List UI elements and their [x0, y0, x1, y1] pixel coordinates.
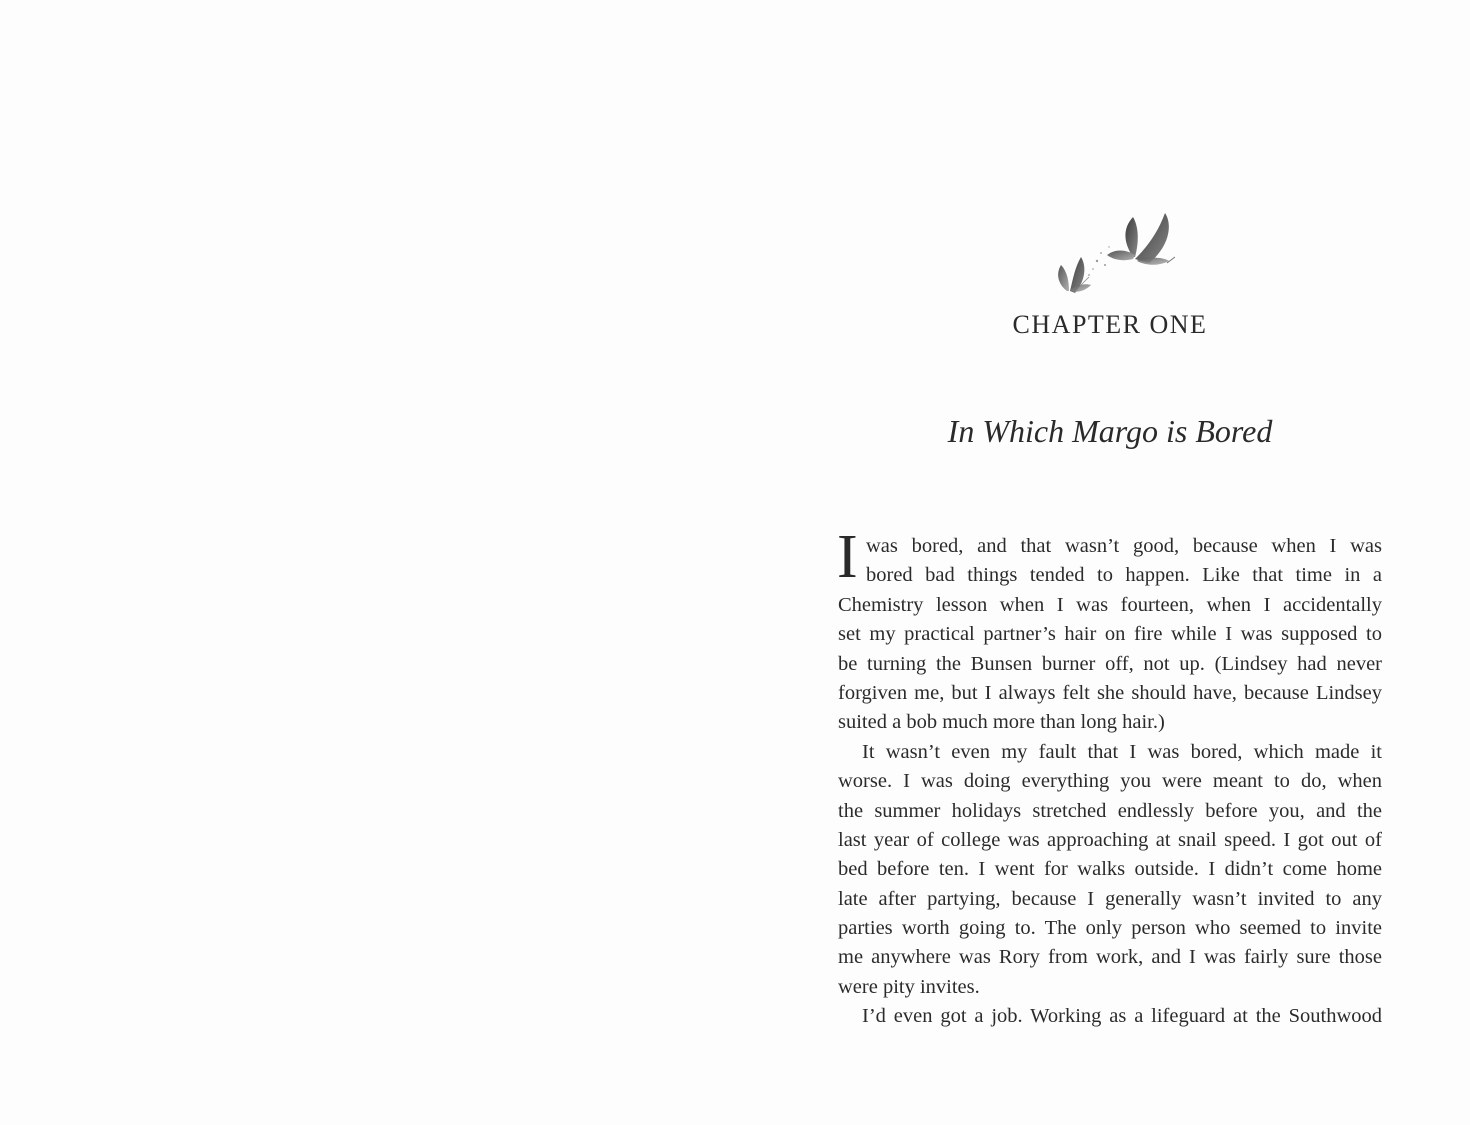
butterflies-icon	[1045, 205, 1175, 300]
chapter-label: CHAPTER ONE	[1012, 310, 1208, 339]
text-line: late after partying, because I generally wasn’t invited to any	[838, 887, 1382, 910]
drop-cap: I	[837, 523, 858, 591]
body-text	[837, 523, 1382, 1032]
text-line: Chemistry lesson when I was fourteen, when I accidentally	[838, 593, 1382, 616]
large-butterfly	[1107, 213, 1175, 265]
text-line: bored bad things tended to happen. Like that time in a	[866, 564, 1382, 587]
text-line: be turning the Bunsen burner off, not up. (Lindsey had never	[838, 652, 1382, 675]
text-line: I’d even got a job. Working as a lifeguard at the Southwood	[862, 1005, 1382, 1028]
text-line: was bored, and that wasn’t good, because when I was	[866, 535, 1382, 557]
text-line: It wasn’t even my fault that I was bored, which made it	[862, 740, 1382, 763]
text-line: last year of college was approaching at snail speed. I got out of	[838, 828, 1382, 851]
text-line: worse. I was doing everything you were meant to do, when	[838, 770, 1382, 793]
right-page	[735, 0, 1470, 1125]
text-line: set my practical partner’s hair on fire while I was supposed to	[838, 623, 1382, 646]
text-line: the summer holidays stretched endlessly before you, and the	[838, 799, 1382, 822]
text-line: me anywhere was Rory from work, and I was fairly sure those	[838, 946, 1382, 969]
text-line: bed before ten. I went for walks outside. I didn’t come home	[838, 858, 1382, 881]
text-line: forgiven me, but I always felt she should have, because Lindsey	[838, 681, 1382, 704]
text-line: were pity invites.	[838, 975, 980, 998]
chapter-title: In Which Margo is Bored	[947, 413, 1273, 449]
text-line: suited a bob much more than long hair.)	[838, 711, 1165, 734]
small-butterfly	[1058, 257, 1091, 293]
text-line: parties worth going to. The only person who seemed to invite	[838, 917, 1382, 940]
